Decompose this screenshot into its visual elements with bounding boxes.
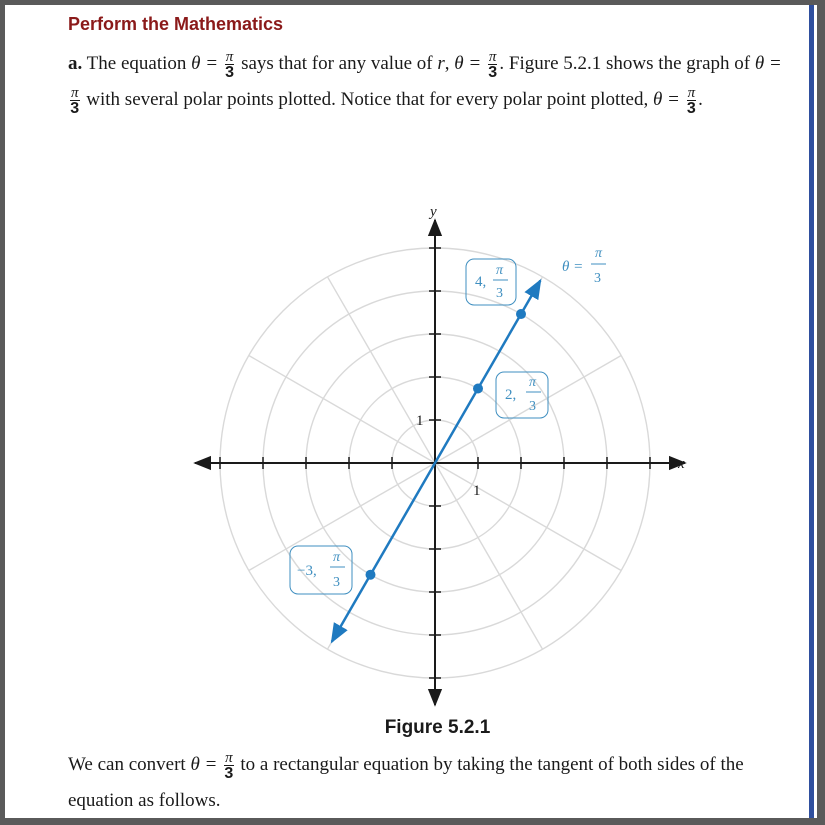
para-text-5: with several polar points plotted. Notice that for every polar point plotted, [86,89,649,110]
fraction-numerator: π [225,48,234,65]
axes [195,220,685,705]
label-r: −3, [297,563,317,579]
label-den: 3 [529,399,536,414]
para-text-1: The equation [86,53,187,74]
fraction-denominator: 3 [224,764,234,782]
fraction-denominator: 3 [225,63,234,81]
theta-equals: θ = [754,53,782,74]
theta-equals: θ = [190,754,218,775]
para-text-2: says that for any value of [241,53,433,74]
y-axis-label: y [430,204,437,220]
pi-over-3-fraction [70,86,80,116]
para2-text-1: We can convert [68,754,186,775]
label-den: 3 [496,286,503,301]
para-text-4: . Figure 5.2.1 shows the graph of [499,53,751,74]
fraction-denominator: 3 [686,99,696,117]
polar-graph [180,200,700,710]
polar-point [473,384,483,394]
fraction-denominator: 3 [488,63,498,81]
line-label-num: π [595,246,603,261]
frame-left [0,0,5,825]
fraction-denominator: 3 [70,99,80,117]
pi-over-3-fraction [687,86,697,116]
label-num: π [333,550,341,565]
r-variable: r [437,53,445,74]
pi-over-3-fraction [488,50,498,80]
label-num: π [496,263,504,278]
theta-equals: θ = [652,89,680,110]
label-r: 2, [505,387,517,403]
paragraph-a [68,46,798,118]
line-label-theta: θ = [562,259,584,275]
fraction-numerator: π [488,48,497,65]
part-label: a. [68,53,83,74]
frame-bottom [0,818,825,825]
x-axis-label: x [678,456,685,472]
label-r: 4, [475,274,487,290]
para-comma: , [444,53,450,74]
point-label-4 [466,259,516,305]
paragraph-convert [68,747,798,819]
pi-over-3-fraction [225,50,235,80]
y-tick-label: 1 [416,413,424,429]
theta-equals: θ = [191,53,219,74]
label-box [466,259,516,305]
scrollbar-track[interactable] [809,5,814,818]
frame-top [0,0,825,5]
para2-text-2: to a rectangular equation by taking the tangent of both sides of the equation as follows. [68,754,744,811]
para-period: . [698,89,703,110]
polar-point [516,309,526,319]
polar-point [366,570,376,580]
label-num: π [529,375,537,390]
line-label-den: 3 [594,271,601,286]
fraction-numerator: π [225,749,233,766]
x-tick-label: 1 [473,483,481,499]
section-heading: Perform the Mathematics [68,14,284,34]
label-den: 3 [333,575,340,590]
fraction-numerator: π [687,84,696,101]
frame-right [817,0,825,825]
fraction-numerator: π [71,84,79,101]
figure-caption: Figure 5.2.1 [384,717,491,738]
pi-over-3-fraction [224,751,234,781]
theta-equals: θ = [454,53,482,74]
